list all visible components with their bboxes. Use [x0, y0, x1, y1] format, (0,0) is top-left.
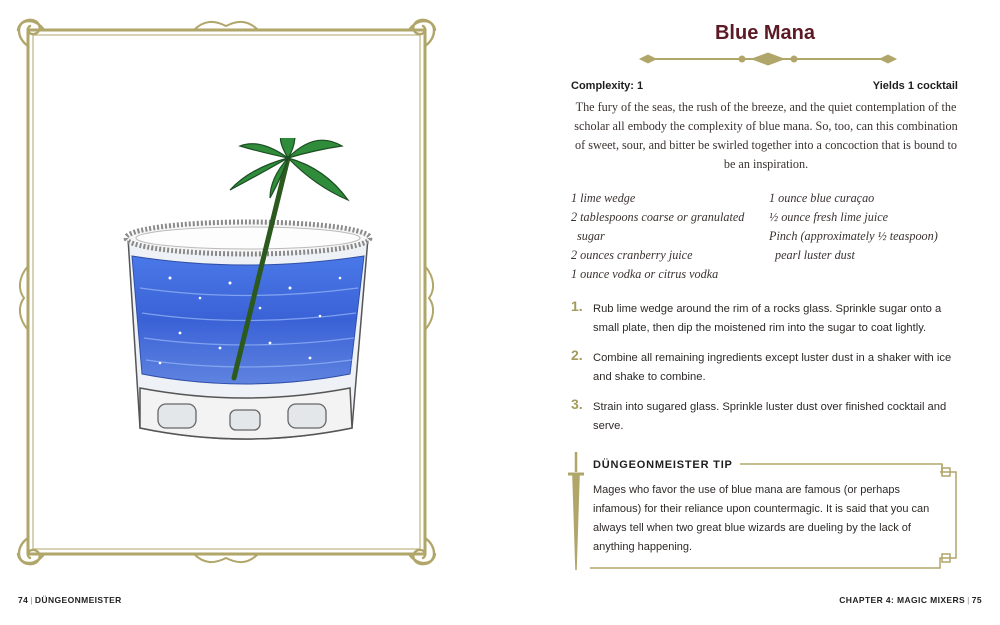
book-title: DÜNGEONMEISTER: [34, 595, 122, 605]
step-number: 2.: [571, 347, 583, 363]
step-2: [571, 349, 961, 387]
left-page-footer: 74 | DÜNGEONMEISTER: [18, 595, 122, 605]
recipe-intro: The fury of the seas, the rush of the breeze, and the quiet contemplation of the scholar all embody the complexity of blue mana. So, too, can this combination of sweet, sour, and bitter be swirled together into a concoction that is bound to be an inspiration.: [574, 100, 958, 171]
right-page-footer: CHAPTER 4: MAGIC MIXERS | 75: [839, 595, 982, 605]
step-3: [571, 398, 961, 436]
ingredient: Pinch (approximately ½ teaspoon): [769, 229, 938, 243]
ingredient: 1 ounce blue curaçao: [769, 191, 875, 205]
ingredient-continuation: pearl luster dust: [775, 248, 855, 262]
step-number: 1.: [571, 298, 583, 314]
ingredient: 1 ounce vodka or citrus vodka: [571, 267, 719, 281]
ingredient: 1 lime wedge: [571, 191, 636, 205]
step-1: [571, 300, 961, 338]
left-page-number: 74: [18, 595, 29, 605]
tip-heading: DÜNGEONMEISTER TIP: [593, 459, 739, 471]
ingredient: 2 tablespoons coarse or granulated: [571, 210, 745, 224]
ingredient-continuation: sugar: [577, 229, 605, 243]
ingredients-left-column: [571, 189, 766, 284]
tip-body: Mages who favor the use of blue mana are famous (or perhaps infamous) for their reliance upon countermagic. It is said that you can always tell when two great blue wizards are dueling by the lack of anything happening.: [593, 484, 930, 553]
right-page-number: 75: [971, 595, 982, 605]
chapter-title: CHAPTER 4: MAGIC MIXERS: [839, 595, 966, 605]
ingredient: 2 ounces cranberry juice: [571, 248, 693, 262]
ingredients-right-column: [769, 189, 969, 265]
step-number: 3.: [571, 396, 583, 412]
title-divider-ornament: [638, 52, 898, 66]
step-text: Strain into sugared glass. Sprinkle luster dust over finished cocktail and serve.: [593, 401, 947, 432]
complexity-label: Complexity: 1: [571, 80, 644, 92]
step-text: Combine all remaining ingredients except luster dust in a shaker with ice and shake to combine.: [593, 352, 952, 383]
step-text: Rub lime wedge around the rim of a rocks glass. Sprinkle sugar onto a small plate, then dip the moistened rim into the sugar to coat lightly.: [593, 303, 942, 334]
yields-label: Yields 1 cocktail: [872, 80, 958, 92]
blue-mana-cocktail-illustration: [110, 138, 380, 443]
recipe-title: Blue Mana: [714, 22, 816, 44]
ingredient: ½ ounce fresh lime juice: [769, 210, 889, 224]
